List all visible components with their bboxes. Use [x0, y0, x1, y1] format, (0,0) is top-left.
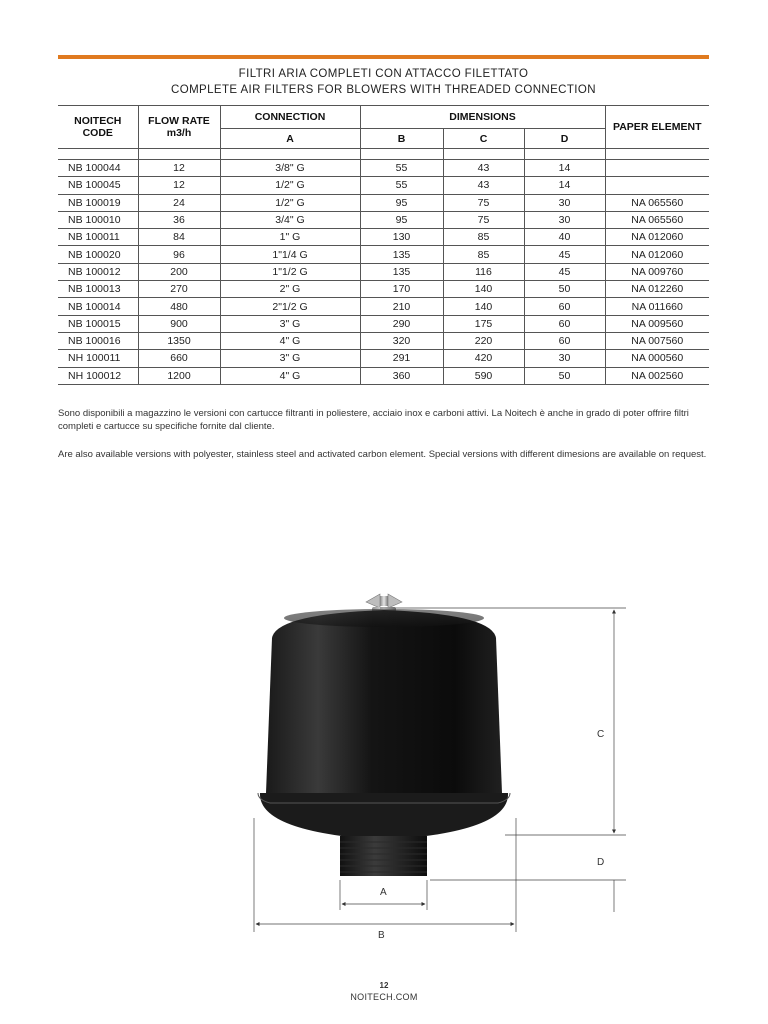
filter-body — [266, 610, 502, 793]
cell-flow: 200 — [138, 263, 220, 280]
cell-flow: 96 — [138, 246, 220, 263]
cell-c: 75 — [443, 194, 524, 211]
table-row — [58, 367, 709, 384]
cell-paper: NA 009560 — [605, 315, 709, 332]
cell-paper: NA 011660 — [605, 298, 709, 315]
cell-b: 95 — [360, 211, 443, 228]
cell-conn: 1" G — [220, 229, 360, 246]
cell-paper: NA 009760 — [605, 263, 709, 280]
header-d: D — [524, 129, 605, 149]
cell-b: 55 — [360, 160, 443, 177]
cell-d: 60 — [524, 315, 605, 332]
cell-d: 30 — [524, 350, 605, 367]
cell-b: 170 — [360, 281, 443, 298]
cell-b: 290 — [360, 315, 443, 332]
table-row — [58, 160, 709, 177]
cell-c: 75 — [443, 211, 524, 228]
cell-c: 140 — [443, 298, 524, 315]
cell-conn: 3/4" G — [220, 211, 360, 228]
cell-b: 135 — [360, 246, 443, 263]
cell-flow: 900 — [138, 315, 220, 332]
filter-flange — [260, 793, 508, 840]
paragraph-english: Are also available versions with polyester, stainless steel and activated carbon element. Special versions with different dimesions are available on request. — [58, 449, 707, 460]
cell-paper: NA 065560 — [605, 211, 709, 228]
header-code-line2: CODE — [82, 127, 113, 139]
header-flow-line1: FLOW RATE — [148, 115, 210, 127]
dimension-label-b: B — [378, 930, 385, 941]
cell-d: 14 — [524, 177, 605, 194]
header-c: C — [443, 129, 524, 149]
cell-flow: 12 — [138, 177, 220, 194]
header-a: A — [220, 129, 360, 149]
cell-c: 420 — [443, 350, 524, 367]
cell-flow: 12 — [138, 160, 220, 177]
cell-d: 30 — [524, 211, 605, 228]
cell-b: 320 — [360, 332, 443, 349]
cell-code: NB 100045 — [58, 177, 138, 194]
cell-code: NB 100016 — [58, 332, 138, 349]
cell-c: 43 — [443, 160, 524, 177]
header-flow — [138, 106, 220, 149]
cell-conn: 2"1/2 G — [220, 298, 360, 315]
header-b: B — [360, 129, 443, 149]
table-row — [58, 263, 709, 280]
cell-flow: 480 — [138, 298, 220, 315]
cell-b: 135 — [360, 263, 443, 280]
cell-paper: NA 065560 — [605, 194, 709, 211]
cell-c: 85 — [443, 246, 524, 263]
cell-conn: 1"1/2 G — [220, 263, 360, 280]
cell-code: NB 100010 — [58, 211, 138, 228]
header-accent-rule — [58, 55, 709, 59]
cell-c: 116 — [443, 263, 524, 280]
cell-conn: 1"1/4 G — [220, 246, 360, 263]
cell-conn: 3" G — [220, 350, 360, 367]
header-dimensions: DIMENSIONS — [360, 106, 605, 129]
cell-paper: NA 007560 — [605, 332, 709, 349]
cell-paper: NA 012060 — [605, 229, 709, 246]
cell-c: 43 — [443, 177, 524, 194]
header-flow-line2: m3/h — [166, 127, 192, 139]
cell-d: 60 — [524, 298, 605, 315]
cell-b: 130 — [360, 229, 443, 246]
paragraph-italian: Sono disponibili a magazzino le versioni con cartucce filtranti in poliestere, acciaio inox e carboni attivi. La Noitech è anche in grado di poter offrire filtri completi e cartucce su specifiche fornite dal cliente. — [58, 408, 689, 432]
cell-code: NB 100015 — [58, 315, 138, 332]
header-connection: CONNECTION — [220, 106, 360, 129]
cell-c: 220 — [443, 332, 524, 349]
cell-c: 85 — [443, 229, 524, 246]
cell-paper: NA 012060 — [605, 246, 709, 263]
header-code — [58, 106, 138, 149]
cell-c: 175 — [443, 315, 524, 332]
cell-d: 45 — [524, 246, 605, 263]
cell-b: 291 — [360, 350, 443, 367]
table-row — [58, 315, 709, 332]
cell-d: 14 — [524, 160, 605, 177]
title-italian: FILTRI ARIA COMPLETI CON ATTACCO FILETTATO — [238, 68, 529, 80]
cell-b: 95 — [360, 194, 443, 211]
cell-code: NB 100014 — [58, 298, 138, 315]
dimension-label-c: C — [597, 729, 605, 740]
cell-d: 50 — [524, 281, 605, 298]
filter-dimension-drawing — [230, 588, 650, 948]
cell-code: NB 100011 — [58, 229, 138, 246]
footer-website: NOITECH.COM — [350, 992, 418, 1002]
cell-conn: 1/2" G — [220, 177, 360, 194]
cell-code: NB 100020 — [58, 246, 138, 263]
cell-conn: 4" G — [220, 367, 360, 384]
dimension-label-a: A — [380, 887, 387, 898]
cell-conn: 1/2" G — [220, 194, 360, 211]
cell-paper — [605, 177, 709, 194]
table-row — [58, 350, 709, 367]
cell-b: 360 — [360, 367, 443, 384]
table-row — [58, 211, 709, 228]
cell-code: NH 100012 — [58, 367, 138, 384]
cell-d: 30 — [524, 194, 605, 211]
table-row — [58, 194, 709, 211]
cell-code: NB 100044 — [58, 160, 138, 177]
table-row — [58, 281, 709, 298]
cell-b: 55 — [360, 177, 443, 194]
cell-flow: 1200 — [138, 367, 220, 384]
header-paper-element: PAPER ELEMENT — [605, 106, 709, 149]
table-row — [58, 298, 709, 315]
cell-flow: 36 — [138, 211, 220, 228]
cell-flow: 84 — [138, 229, 220, 246]
cell-paper: NA 012260 — [605, 281, 709, 298]
cell-code: NB 100013 — [58, 281, 138, 298]
table-row — [58, 332, 709, 349]
cell-flow: 270 — [138, 281, 220, 298]
cell-c: 140 — [443, 281, 524, 298]
cell-code: NH 100011 — [58, 350, 138, 367]
dimension-label-d: D — [597, 857, 605, 868]
title-english: COMPLETE AIR FILTERS FOR BLOWERS WITH THREADED CONNECTION — [171, 84, 596, 96]
cell-d: 40 — [524, 229, 605, 246]
table-row — [58, 177, 709, 194]
cell-d: 50 — [524, 367, 605, 384]
table-row — [58, 229, 709, 246]
cell-paper — [605, 160, 709, 177]
cell-conn: 2" G — [220, 281, 360, 298]
cell-d: 45 — [524, 263, 605, 280]
cell-flow: 24 — [138, 194, 220, 211]
cell-flow: 660 — [138, 350, 220, 367]
cell-conn: 3" G — [220, 315, 360, 332]
cell-conn: 3/8" G — [220, 160, 360, 177]
cell-paper: NA 000560 — [605, 350, 709, 367]
cell-paper: NA 002560 — [605, 367, 709, 384]
cell-code: NB 100012 — [58, 263, 138, 280]
cell-conn: 4" G — [220, 332, 360, 349]
page-number: 12 — [379, 981, 389, 990]
cell-code: NB 100019 — [58, 194, 138, 211]
cell-flow: 1350 — [138, 332, 220, 349]
cell-d: 60 — [524, 332, 605, 349]
cell-b: 210 — [360, 298, 443, 315]
header-code-line1: NOITECH — [74, 115, 122, 127]
spec-table — [58, 105, 709, 385]
table-row — [58, 246, 709, 263]
cell-c: 590 — [443, 367, 524, 384]
